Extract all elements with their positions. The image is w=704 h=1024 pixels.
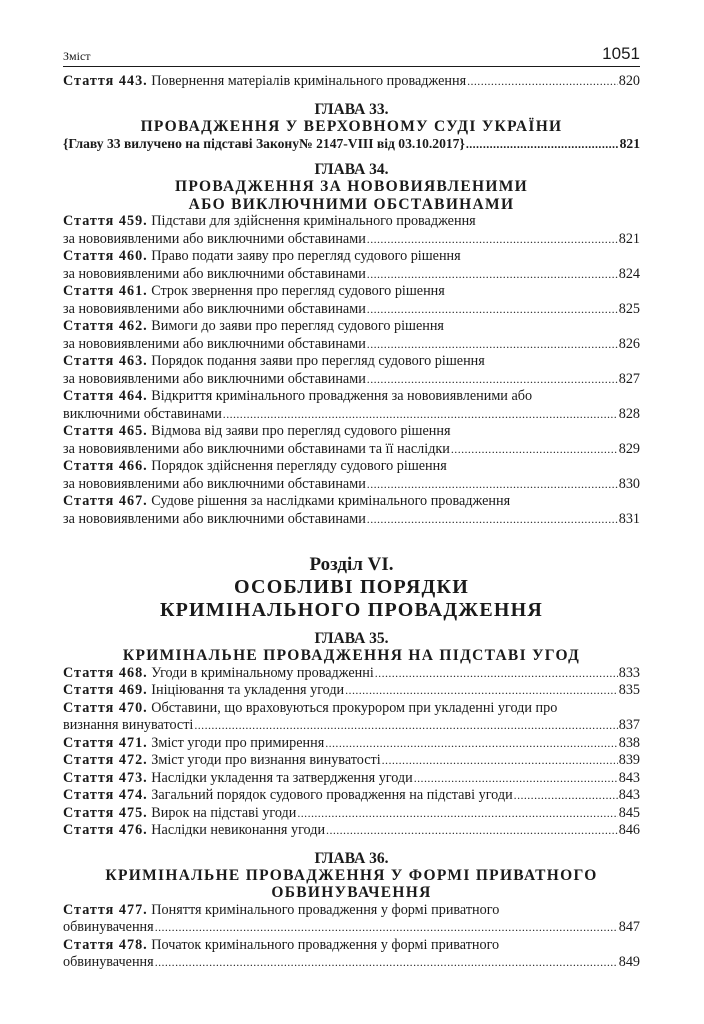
toc-entry-text: [63, 371, 366, 389]
page-ref: 847: [618, 919, 640, 935]
toc-entry-first-line: [63, 318, 640, 336]
toc-entry-text: [63, 805, 296, 823]
section-heading: [63, 554, 640, 622]
page-ref: 830: [618, 475, 640, 492]
page-ref: 829: [618, 440, 640, 457]
page-ref: 821: [618, 230, 640, 247]
excluded-text: {Главу 33 вилучено на підставі Закону№ 2147-VIII від 03.10.2017}: [63, 136, 465, 151]
toc-entry-line: [63, 371, 640, 389]
toc-entry-line: [63, 406, 640, 424]
article-title: Початок кримінального провадження у формі приватного: [151, 936, 500, 953]
toc-entry-line: [63, 717, 640, 735]
toc-entry-line: [63, 770, 640, 788]
dot-leader: [345, 682, 618, 700]
article-title: Вимоги до заяви про перегляд судового рішення: [151, 318, 444, 334]
toc-entry-first-line: [63, 458, 640, 476]
article-label: Стаття 462.: [63, 318, 148, 334]
toc-entry-text: [63, 266, 366, 284]
dot-leader: [466, 135, 619, 153]
article-label: Стаття 478.: [63, 936, 148, 953]
page-ref: 845: [618, 804, 640, 821]
dot-leader: [414, 770, 618, 788]
toc-entry-line: [63, 476, 640, 494]
page-ref: 831: [618, 510, 640, 527]
toc-entry-text: [63, 770, 413, 788]
article-title-continued: визнання винуватості: [63, 717, 194, 733]
section-title: ОСОБЛИВІ ПОРЯДКИ: [234, 576, 469, 598]
toc-entry-line: [63, 752, 640, 770]
toc-entry: [63, 682, 640, 700]
dot-leader: [451, 441, 618, 459]
article-title: Загальний порядок судового провадження на підставі угоди: [151, 787, 513, 803]
article-label: Стаття 472.: [63, 752, 148, 768]
chapter-number: ГЛАВА 33.: [314, 100, 389, 118]
article-title-continued: за нововиявленими або виключними обставинами: [63, 370, 366, 387]
toc-entry: [63, 665, 640, 683]
toc-entry-first-line: [63, 283, 640, 301]
chapter-title: ПРОВАДЖЕННЯ ЗА НОВОВИЯВЛЕНИМИ: [174, 178, 529, 195]
article-label: Стаття 466.: [63, 458, 148, 474]
chapter-34-entries: [63, 213, 640, 528]
toc-entry-line: [63, 336, 640, 354]
page-ref: 826: [618, 335, 640, 352]
article-label: Стаття 474.: [63, 787, 148, 803]
article-title-continued: за нововиявленими або виключними обставинами: [63, 230, 366, 247]
toc-entry-first-line: [63, 937, 640, 955]
dot-leader: [325, 735, 617, 753]
dot-leader: [367, 371, 618, 389]
article-label: Стаття 443.: [63, 73, 148, 89]
chapter-heading: [63, 161, 640, 213]
page-ref: 843: [618, 787, 640, 803]
page-ref: 820: [618, 73, 640, 89]
article-label: Стаття 467.: [63, 493, 148, 509]
toc-entry-text: [63, 822, 325, 840]
toc-entry-text: [63, 511, 366, 529]
toc-entry-line: [63, 822, 640, 840]
article-title-continued: обвинувачення: [63, 954, 154, 970]
article-label: Стаття 469.: [63, 682, 148, 698]
toc-entry: [63, 700, 640, 735]
chapter-title: КРИМІНАЛЬНЕ ПРОВАДЖЕННЯ У ФОРМІ ПРИВАТНОГО: [105, 866, 598, 884]
article-title: Поняття кримінального провадження у формі приватного: [151, 901, 500, 918]
article-label: Стаття 468.: [63, 664, 148, 681]
dot-leader: [297, 805, 617, 823]
toc-entry-text: [63, 919, 154, 937]
article-label: Стаття 464.: [63, 388, 148, 404]
article-label: Стаття 473.: [63, 769, 148, 786]
toc-entry-text: [63, 752, 381, 770]
article-title: Підстави для здійснення кримінального провадження: [151, 213, 476, 229]
toc-entry-line: [63, 735, 640, 753]
article-title: Відкриття кримінального провадження за нововиявленими або: [151, 388, 533, 404]
page-ref: 843: [618, 769, 640, 786]
toc-entry: [63, 770, 640, 788]
chapter-heading: [63, 101, 640, 136]
toc-entry-text: [63, 406, 222, 424]
toc-entry: [63, 902, 640, 937]
chapter-title: ПРОВАДЖЕННЯ У ВЕРХОВНОМУ СУДІ УКРАЇНИ: [140, 117, 563, 135]
dot-leader: [194, 717, 617, 735]
article-title-continued: за нововиявленими або виключними обставинами: [63, 300, 366, 317]
toc-entry-first-line: [63, 353, 640, 371]
dot-leader: [367, 301, 618, 319]
toc-entry-first-line: [63, 423, 640, 441]
toc-entry-text: [63, 735, 324, 753]
toc-entry-line: [63, 511, 640, 529]
article-title: Відмова від заяви про перегляд судового рішення: [151, 423, 451, 439]
toc-entry-text: [63, 717, 193, 735]
toc-entry: [63, 318, 640, 353]
article-title: Наслідки укладення та затвердження угоди: [151, 769, 413, 786]
chapter-heading: [63, 630, 640, 665]
toc-entry-line: [63, 231, 640, 249]
article-label: Стаття 459.: [63, 213, 148, 229]
article-title: Судове рішення за наслідками кримінального провадження: [151, 493, 511, 509]
toc-entry-text: [63, 476, 366, 494]
article-title: Обставини, що враховуються прокурором при укладенні угоди про: [151, 699, 558, 716]
dot-leader: [155, 919, 618, 937]
article-label: Стаття 476.: [63, 822, 148, 838]
toc-entry: [63, 822, 640, 840]
article-title: Строк звернення про перегляд судового рішення: [151, 283, 445, 299]
chapter-number: ГЛАВА 35.: [314, 630, 389, 647]
toc-entry: [63, 283, 640, 318]
excluded-chapter-note: [63, 135, 640, 153]
chapter-title: ОБВИНУВАЧЕННЯ: [271, 884, 432, 901]
article-title: Наслідки невиконання угоди: [151, 822, 326, 838]
section-title: КРИМІНАЛЬНОГО ПРОВАДЖЕННЯ: [159, 599, 544, 621]
dot-leader: [514, 787, 618, 805]
running-head: [63, 40, 640, 67]
chapter-number: ГЛАВА 36.: [314, 849, 389, 867]
article-title-continued: виключними обставинами: [63, 405, 222, 422]
toc-entry-line: [63, 73, 640, 91]
section-number: Розділ VI.: [309, 554, 394, 575]
page-ref: 833: [618, 664, 640, 681]
page-ref: 828: [618, 405, 640, 422]
toc-entry: [63, 787, 640, 805]
chapter-number: ГЛАВА 34.: [314, 161, 389, 178]
article-label: Стаття 470.: [63, 699, 148, 716]
toc-entry: [63, 388, 640, 423]
toc-entry-line: [63, 665, 640, 683]
dot-leader: [367, 336, 618, 354]
article-title: Зміст угоди про визнання винуватості: [151, 752, 381, 768]
chapter-title: КРИМІНАЛЬНЕ ПРОВАДЖЕННЯ НА ПІДСТАВІ УГОД: [122, 647, 581, 664]
page-ref: 824: [618, 265, 640, 282]
article-label: Стаття 460.: [63, 248, 148, 264]
toc-entry-text: [63, 665, 374, 683]
article-label: Стаття 471.: [63, 734, 148, 751]
page-ref: 849: [618, 954, 640, 970]
dot-leader: [223, 406, 618, 424]
toc-entry: [63, 213, 640, 248]
toc-entry: [63, 423, 640, 458]
article-title-continued: за нововиявленими або виключними обставинами: [63, 510, 366, 527]
page-ref: 827: [618, 370, 640, 387]
page-ref: 821: [619, 136, 640, 151]
article-label: Стаття 475.: [63, 804, 148, 821]
dot-leader: [382, 752, 618, 770]
toc-entry-line: [63, 266, 640, 284]
toc-entry-line: [63, 805, 640, 823]
toc-entry-text: [63, 787, 513, 805]
article-title: Право подати заяву про перегляд судового рішення: [151, 248, 461, 264]
toc-entry-text: [63, 301, 366, 319]
toc-entry: [63, 752, 640, 770]
page-ref: 837: [618, 717, 640, 733]
toc-entry-text: [63, 231, 366, 249]
article-title: Угоди в кримінальному провадженні: [151, 664, 374, 681]
article-title: Порядок подання заяви про перегляд судового рішення: [151, 353, 485, 369]
toc-entry-line: [63, 919, 640, 937]
toc-entry-first-line: [63, 700, 640, 718]
toc-entry: [63, 248, 640, 283]
toc-entry-line: [63, 954, 640, 972]
article-label: Стаття 465.: [63, 423, 148, 439]
page-ref: 839: [618, 752, 640, 768]
dot-leader: [367, 476, 618, 494]
article-title-continued: за нововиявленими або виключними обставинами: [63, 265, 366, 282]
toc-entry-text: [63, 954, 154, 972]
article-title-continued: за нововиявленими або виключними обставинами: [63, 335, 366, 352]
toc-entry: [63, 458, 640, 493]
toc-entry: [63, 73, 640, 91]
toc-entry-text: [63, 441, 450, 459]
article-label: Стаття 461.: [63, 283, 148, 299]
page-ref: 835: [618, 682, 640, 698]
chapter-35-entries: [63, 665, 640, 840]
toc-entry: [63, 735, 640, 753]
toc-entry: [63, 353, 640, 388]
article-title: Ініціювання та укладення угоди: [151, 682, 345, 698]
page-ref: 846: [618, 822, 640, 838]
toc-entry-first-line: [63, 388, 640, 406]
toc-entry-text: [63, 336, 366, 354]
page-ref: 838: [618, 734, 640, 751]
article-title-continued: обвинувачення: [63, 919, 154, 935]
toc-entry-line: [63, 441, 640, 459]
toc-entry-line: [63, 682, 640, 700]
chapter-title: АБО ВИКЛЮЧНИМИ ОБСТАВИНАМИ: [188, 195, 515, 213]
article-title: Зміст угоди про примирення: [151, 734, 325, 751]
dot-leader: [326, 822, 618, 840]
article-label: Стаття 463.: [63, 353, 148, 369]
chapter-heading: [63, 850, 640, 902]
dot-leader: [467, 73, 618, 91]
toc-entry-first-line: [63, 902, 640, 920]
article-title-continued: за нововиявленими або виключними обставинами: [63, 475, 366, 492]
article-title: Повернення матеріалів кримінального провадження: [151, 73, 467, 89]
toc-entry-line: [63, 301, 640, 319]
toc-entry-first-line: [63, 493, 640, 511]
dot-leader: [367, 266, 618, 284]
page-number: 1051: [602, 44, 640, 63]
toc-entry-text: [63, 682, 344, 700]
article-title: Порядок здійснення перегляду судового рішення: [151, 458, 447, 474]
toc-entry: [63, 937, 640, 972]
toc-entry-first-line: [63, 248, 640, 266]
toc-entry: [63, 805, 640, 823]
toc-entry-line: [63, 787, 640, 805]
chapter-36-entries: [63, 902, 640, 972]
toc-entry-first-line: [63, 213, 640, 231]
article-label: Стаття 477.: [63, 901, 148, 918]
article-title-continued: за нововиявленими або виключними обставинами та її наслідки: [63, 440, 450, 457]
dot-leader: [375, 665, 618, 683]
dot-leader: [367, 231, 618, 249]
article-title: Вирок на підставі угоди: [151, 804, 297, 821]
running-head-title: Зміст: [63, 49, 91, 63]
toc-entry: [63, 493, 640, 528]
dot-leader: [367, 511, 618, 529]
page-ref: 825: [618, 300, 640, 317]
dot-leader: [155, 954, 618, 972]
toc-page: [63, 40, 640, 972]
